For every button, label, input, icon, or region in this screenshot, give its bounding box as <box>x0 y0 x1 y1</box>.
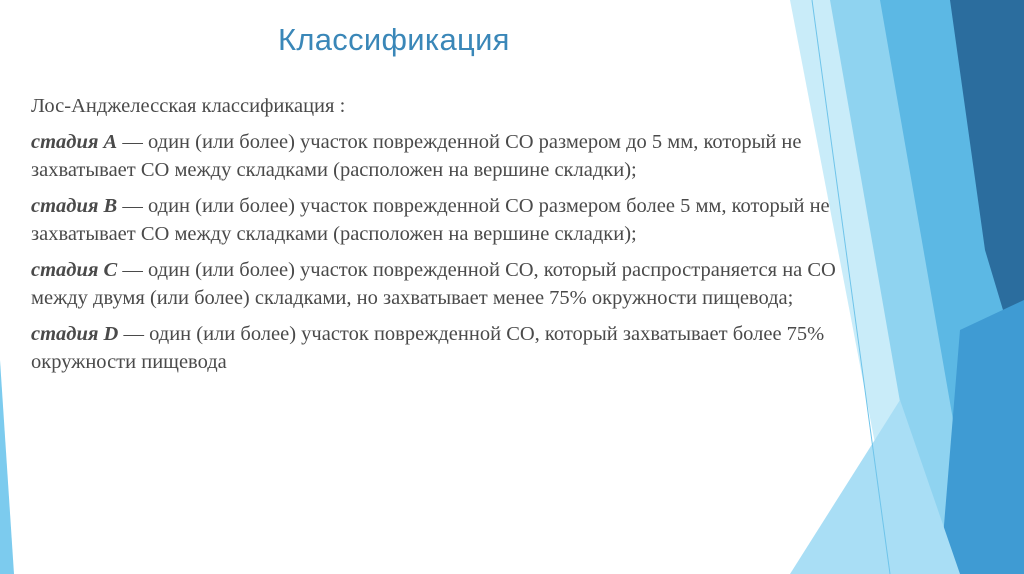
stage-b-text: — один (или более) участок поврежденной СО размером более 5 мм, который не захватывает СО между складками (расположен на вершине складки); <box>31 195 830 245</box>
stage-d-label: стадия D <box>31 323 119 345</box>
left-edge-strip <box>0 360 14 574</box>
stage-c-text: — один (или более) участок поврежденной СО, который распространяется на СО между двумя (или более) складками, но захватывает менее 75% окружности пищевода; <box>31 259 836 309</box>
stage-c-label: стадия С <box>31 259 118 281</box>
slide-content <box>31 92 881 384</box>
slide-title: Классификация <box>278 22 510 57</box>
stage-a-text: — один (или более) участок поврежденной СО размером до 5 мм, который не захватывает СО между складками (расположен на вершине складки); <box>31 131 802 181</box>
stage-a-item <box>31 128 881 184</box>
stage-d-item <box>31 320 881 376</box>
intro-text: Лос-Анджелесская классификация : <box>31 95 346 117</box>
stage-d-text: — один (или более) участок поврежденной СО, который захватывает более 75% окружности пищевода <box>31 323 825 373</box>
stage-a-label: стадия А <box>31 131 118 153</box>
stage-b-item <box>31 192 881 248</box>
stage-b-label: стадия В <box>31 195 118 217</box>
stage-c-item <box>31 256 881 312</box>
